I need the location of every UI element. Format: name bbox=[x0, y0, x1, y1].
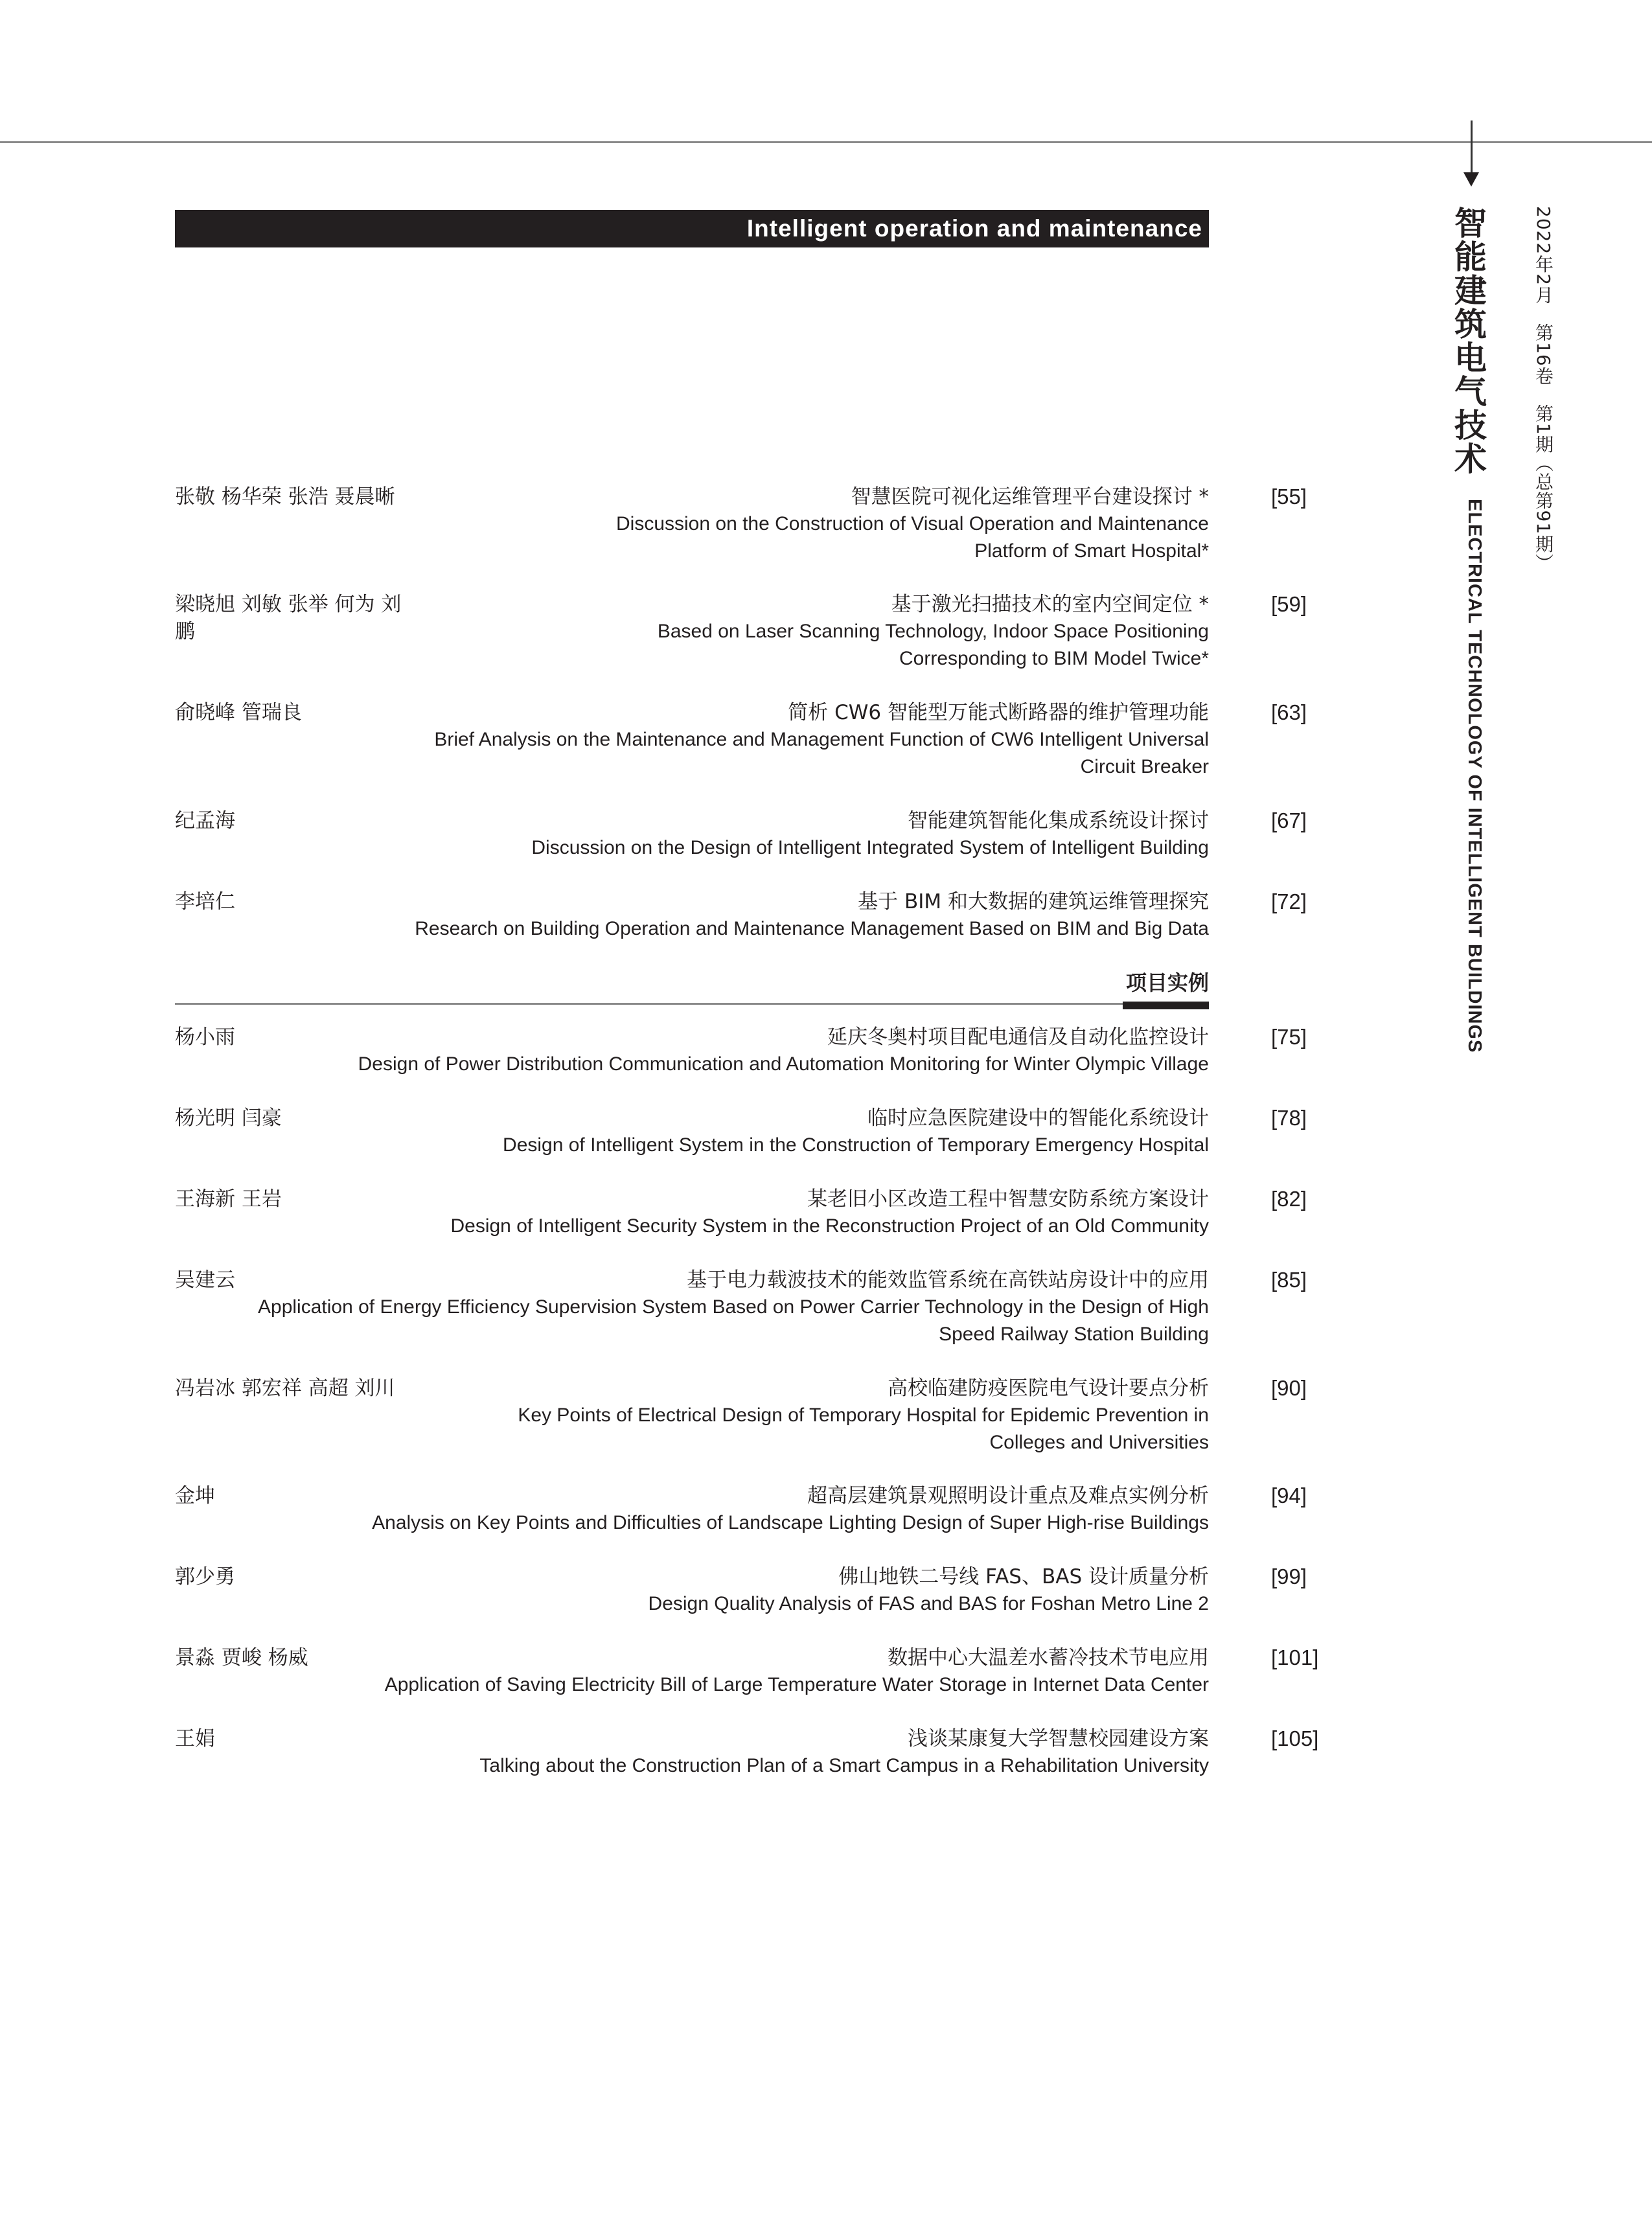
toc-entry[interactable] bbox=[175, 807, 1341, 862]
entry-title-en: Design of Intelligent System in the Construction of Temporary Emergency Hospital bbox=[503, 1134, 1209, 1156]
entry-title-en: Based on Laser Scanning Technology, Indoor Space Positioning Corresponding to BIM Model Twice* bbox=[657, 621, 1209, 669]
entry-title bbox=[289, 1725, 1209, 1780]
entry-page-number: [72] bbox=[1271, 889, 1307, 913]
entry-page-number: [85] bbox=[1271, 1268, 1307, 1292]
entry-page-number: [101] bbox=[1271, 1645, 1319, 1669]
toc-entry[interactable] bbox=[175, 1482, 1341, 1537]
entry-title bbox=[289, 1563, 1209, 1618]
entry-title-en: Discussion on the Design of Intelligent Integrated System of Intelligent Building bbox=[531, 837, 1209, 858]
header-rule bbox=[0, 141, 1652, 143]
toc-entry[interactable] bbox=[175, 1105, 1341, 1159]
entry-title-en: Research on Building Operation and Maintenance Management Based on BIM and Big Data bbox=[415, 918, 1209, 939]
entry-title bbox=[289, 1105, 1209, 1159]
entry-title-cn: 智慧医院可视化运维管理平台建设探讨 * bbox=[851, 485, 1209, 509]
section-banner: Intelligent operation and maintenance bbox=[175, 210, 1209, 247]
entry-title-cn: 延庆冬奥村项目配电通信及自动化监控设计 bbox=[827, 1026, 1209, 1049]
toc-entry[interactable] bbox=[175, 1024, 1341, 1078]
header-marker-line bbox=[1471, 120, 1473, 172]
toc-entry[interactable] bbox=[175, 1267, 1341, 1348]
entry-title-cn: 佛山地铁二号线 FAS、BAS 设计质量分析 bbox=[838, 1565, 1209, 1588]
entry-page-number: [78] bbox=[1271, 1106, 1307, 1130]
entry-page-number: [59] bbox=[1271, 592, 1307, 616]
journal-title-cn: 智能建筑电气技术 bbox=[1449, 206, 1487, 476]
entry-authors: 王娟 bbox=[175, 1727, 215, 1750]
entry-authors: 纪孟海 bbox=[175, 809, 235, 832]
entry-page-number: [94] bbox=[1271, 1484, 1307, 1508]
entry-authors: 金坤 bbox=[175, 1484, 215, 1508]
entry-title bbox=[289, 1482, 1209, 1537]
entry-title bbox=[250, 1024, 1209, 1078]
entry-page-number: [99] bbox=[1271, 1565, 1307, 1588]
journal-title-en: ELECTRICAL TECHNOLOGY OF INTELLIGENT BUILDINGS bbox=[1464, 499, 1485, 1053]
entry-title bbox=[289, 591, 1209, 672]
entry-title-en: Design of Intelligent Security System in the Reconstruction Project of an Old Community bbox=[450, 1215, 1209, 1237]
entry-title-cn: 某老旧小区改造工程中智慧安防系统方案设计 bbox=[807, 1187, 1209, 1211]
toc-entry[interactable] bbox=[175, 483, 1341, 565]
subsection-accent-bar bbox=[1123, 1002, 1209, 1009]
entry-authors: 杨光明 闫豪 bbox=[175, 1106, 282, 1130]
subsection-title: 项目实例 bbox=[1125, 970, 1209, 995]
entry-title-en: Design Quality Analysis of FAS and BAS for Foshan Metro Line 2 bbox=[648, 1593, 1209, 1614]
entry-title-cn: 基于电力载波技术的能效监管系统在高铁站房设计中的应用 bbox=[687, 1268, 1209, 1292]
entry-authors: 冯岩冰 郭宏祥 高超 刘川 bbox=[175, 1377, 395, 1400]
entry-title-cn: 智能建筑智能化集成系统设计探讨 bbox=[908, 809, 1209, 832]
entry-title bbox=[289, 1644, 1209, 1699]
toc-entry[interactable] bbox=[175, 1375, 1341, 1456]
entry-title-cn: 浅谈某康复大学智慧校园建设方案 bbox=[908, 1727, 1209, 1750]
entry-authors: 王海新 王岩 bbox=[175, 1187, 282, 1211]
toc-entry[interactable] bbox=[175, 1725, 1341, 1780]
entry-page-number: [67] bbox=[1271, 808, 1307, 832]
toc-entry[interactable] bbox=[175, 1644, 1341, 1699]
entry-title bbox=[289, 888, 1209, 943]
entry-authors: 杨小雨 bbox=[175, 1026, 235, 1049]
entry-authors: 李培仁 bbox=[175, 890, 235, 913]
entry-title-en: Talking about the Construction Plan of a Smart Campus in a Rehabilitation University bbox=[479, 1755, 1209, 1776]
entry-page-number: [75] bbox=[1271, 1025, 1307, 1049]
entry-title-cn: 高校临建防疫医院电气设计要点分析 bbox=[888, 1377, 1209, 1400]
entry-page-number: [82] bbox=[1271, 1187, 1307, 1211]
toc-entry[interactable] bbox=[175, 591, 1341, 672]
entry-title-en: Discussion on the Construction of Visual Operation and Maintenance Platform of Smart Hospital* bbox=[616, 513, 1209, 562]
entry-authors: 景淼 贾峻 杨威 bbox=[175, 1646, 308, 1669]
entry-title-cn: 超高层建筑景观照明设计重点及难点实例分析 bbox=[807, 1484, 1209, 1508]
issue-info: 2022年2月 第16卷 第1期（总第91期） bbox=[1533, 206, 1554, 573]
entry-title bbox=[289, 699, 1209, 781]
entry-title-en: Analysis on Key Points and Difficulties of Landscape Lighting Design of Super High-rise Buildings bbox=[372, 1512, 1209, 1533]
subsection-rule bbox=[175, 1003, 1209, 1005]
entry-title-cn: 简析 CW6 智能型万能式断路器的维护管理功能 bbox=[788, 701, 1209, 724]
entry-title bbox=[250, 1267, 1209, 1348]
entry-title-en: Brief Analysis on the Maintenance and Management Function of CW6 Intelligent Universal Circuit Breaker bbox=[434, 729, 1209, 777]
entry-page-number: [63] bbox=[1271, 700, 1307, 724]
entry-title-en: Design of Power Distribution Communication and Automation Monitoring for Winter Olympic Village bbox=[358, 1053, 1209, 1075]
entry-title-cn: 基于 BIM 和大数据的建筑运维管理探究 bbox=[858, 890, 1209, 913]
entry-page-number: [105] bbox=[1271, 1726, 1319, 1750]
entry-title-cn: 基于激光扫描技术的室内空间定位 * bbox=[891, 593, 1209, 616]
entry-page-number: [55] bbox=[1271, 485, 1307, 509]
entry-authors: 俞晓峰 管瑞良 bbox=[175, 701, 302, 724]
entry-title bbox=[289, 1375, 1209, 1456]
entry-authors: 郭少勇 bbox=[175, 1565, 235, 1588]
entry-title-en: Application of Saving Electricity Bill of Large Temperature Water Storage in Internet Data Center bbox=[384, 1674, 1209, 1695]
entry-title bbox=[289, 807, 1209, 862]
entry-title bbox=[289, 483, 1209, 565]
toc-entry[interactable] bbox=[175, 1563, 1341, 1618]
entry-title-en: Application of Energy Efficiency Supervision System Based on Power Carrier Technology in the Design of High Speed Railway Station Building bbox=[258, 1296, 1209, 1345]
arrow-down-icon bbox=[1463, 172, 1479, 187]
toc-entry[interactable] bbox=[175, 699, 1341, 781]
entry-page-number: [90] bbox=[1271, 1376, 1307, 1400]
entry-title-cn: 数据中心大温差水蓄冷技术节电应用 bbox=[888, 1646, 1209, 1669]
entry-title bbox=[289, 1186, 1209, 1240]
toc-entry[interactable] bbox=[175, 888, 1341, 943]
entry-authors: 梁晓旭 刘敏 张举 何为 刘鹏 bbox=[175, 593, 402, 643]
toc-entry[interactable] bbox=[175, 1186, 1341, 1240]
entry-authors: 张敬 杨华荣 张浩 聂晨晰 bbox=[175, 485, 395, 509]
entry-title-cn: 临时应急医院建设中的智能化系统设计 bbox=[867, 1106, 1209, 1130]
entry-authors: 吴建云 bbox=[175, 1268, 235, 1292]
entry-title-en: Key Points of Electrical Design of Temporary Hospital for Epidemic Prevention in Colleges and Universities bbox=[518, 1404, 1209, 1453]
